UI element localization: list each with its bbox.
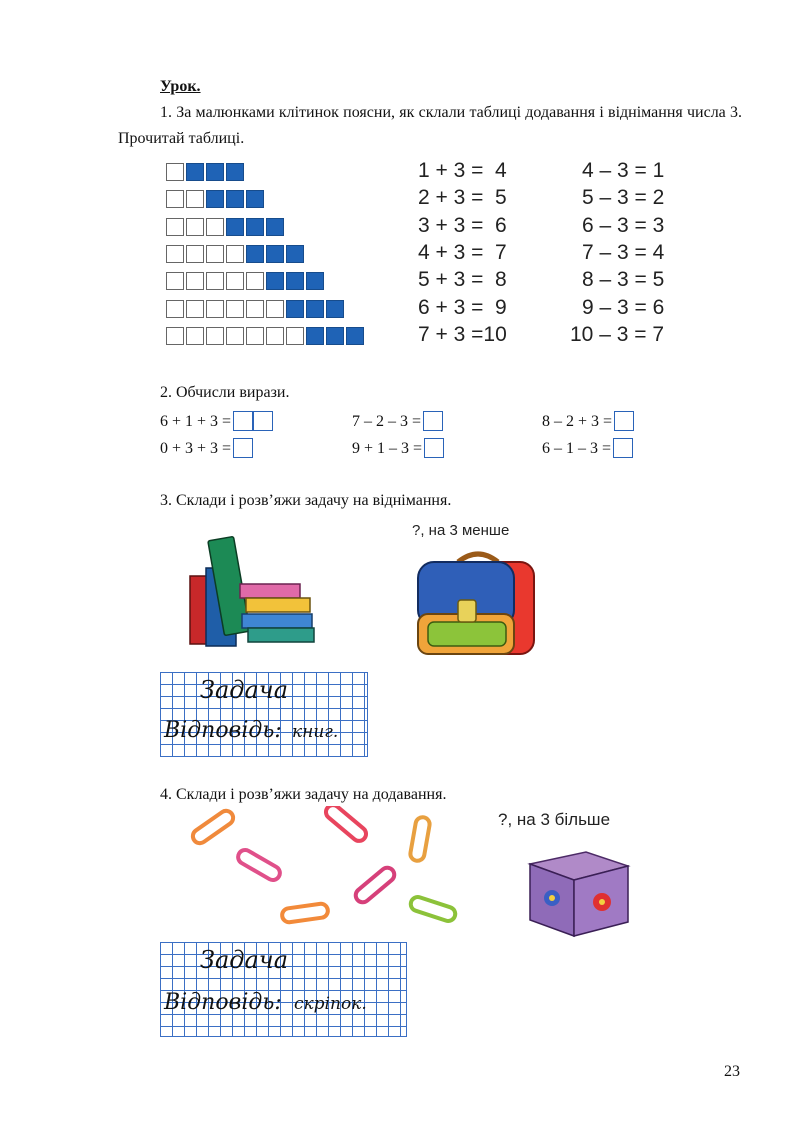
cell-row (166, 218, 286, 238)
paperclip-orange-2 (281, 903, 329, 923)
paperclip-pink (236, 847, 283, 882)
cell-filled (346, 327, 364, 345)
cell-empty (166, 327, 184, 345)
expression-text: 9 + 1 – 3 = (352, 440, 423, 457)
cell-filled (326, 327, 344, 345)
expression-text: 0 + 3 + 3 = (160, 440, 232, 457)
subtraction-equation: 7 – 3 = 4 (582, 240, 665, 264)
expression (352, 438, 444, 458)
cell-filled (246, 218, 264, 236)
subtraction-equation: 5 – 3 = 2 (582, 186, 665, 210)
cell-filled (306, 327, 324, 345)
addition-equation: 3 + 3 = 6 (418, 213, 507, 237)
cell-filled (266, 218, 284, 236)
subtraction-equation: 10 – 3 = 7 (570, 322, 664, 346)
cell-empty (166, 300, 184, 318)
lesson-title: Урок. (160, 78, 201, 95)
expression (542, 411, 634, 431)
expression-text: 8 – 2 + 3 = (542, 413, 613, 430)
cell-row (166, 245, 306, 265)
paperclip-orange (190, 808, 236, 846)
cell-filled (226, 190, 244, 208)
cell-empty (266, 300, 284, 318)
cell-filled (286, 245, 304, 263)
cell-empty (166, 272, 184, 290)
expression (160, 438, 253, 458)
cell-empty (186, 190, 204, 208)
bag-clasp (458, 600, 476, 622)
schoolbag-illustration (414, 548, 542, 660)
addition-equation: 7 + 3 =10 (418, 322, 507, 346)
cell-empty (186, 272, 204, 290)
answer-box[interactable] (423, 411, 443, 431)
cell-empty (226, 327, 244, 345)
subtraction-equation: 8 – 3 = 5 (582, 268, 665, 292)
cell-empty (226, 272, 244, 290)
answer-box[interactable] (613, 438, 633, 458)
expression-text: 6 + 1 + 3 = (160, 413, 232, 430)
cell-row (166, 190, 266, 210)
cell-empty (226, 300, 244, 318)
paperclip-magenta (353, 865, 397, 905)
hw-task4-answer: Відповідь: (164, 990, 282, 1015)
answer-box[interactable] (614, 411, 634, 431)
cell-filled (246, 245, 264, 263)
cell-row (166, 327, 366, 347)
addition-equation: 1 + 3 = 4 (418, 159, 507, 182)
cell-empty (226, 245, 244, 263)
paperclip-green (409, 895, 457, 923)
cell-filled (226, 218, 244, 236)
cell-empty (206, 218, 224, 236)
cell-filled (306, 300, 324, 318)
bag-pocket (428, 622, 506, 646)
cell-filled (206, 163, 224, 181)
cell-filled (286, 272, 304, 290)
cell-row (166, 272, 326, 292)
cell-filled (206, 190, 224, 208)
expression-text: 7 – 2 – 3 = (352, 413, 422, 430)
cell-empty (186, 218, 204, 236)
task3-hint: ?, на 3 менше (412, 522, 510, 539)
answer-box[interactable] (253, 411, 273, 431)
paperclips-illustration (176, 806, 476, 934)
expression (160, 411, 273, 431)
cell-empty (166, 218, 184, 236)
expression (542, 438, 633, 458)
addition-equation: 4 + 3 = 7 (418, 240, 507, 264)
expression (352, 411, 443, 431)
answer-box[interactable] (233, 438, 253, 458)
cell-filled (266, 245, 284, 263)
cell-empty (286, 327, 304, 345)
answer-box[interactable] (424, 438, 444, 458)
task4-heading: 4. Склади і розв’яжи задачу на додавання. (160, 786, 447, 803)
task1-text: 1. За малюнками клітинок поясни, як склали таблиці додавання і віднімання числа 3. Прочитай таблиці. (118, 104, 742, 147)
cell-empty (166, 163, 184, 181)
cell-empty (246, 272, 264, 290)
cell-filled (306, 272, 324, 290)
addition-equation: 2 + 3 = 5 (418, 186, 507, 210)
hw-task3-answer: Відповідь: (164, 718, 282, 743)
cell-empty (166, 190, 184, 208)
addition-equation: 6 + 3 = 9 (418, 295, 507, 319)
book-yellow (246, 598, 310, 612)
cell-empty (206, 327, 224, 345)
cell-empty (206, 272, 224, 290)
cell-empty (166, 245, 184, 263)
task2-heading: 2. Обчисли вирази. (160, 384, 290, 401)
cell-empty (206, 245, 224, 263)
cell-filled (326, 300, 344, 318)
book-lightblue (242, 614, 312, 628)
cell-empty (186, 327, 204, 345)
hw-task4-title: Задача (200, 946, 289, 974)
expression-text: 6 – 1 – 3 = (542, 440, 612, 457)
hw-task3-unit: книг. (292, 722, 339, 742)
cell-empty (186, 300, 204, 318)
cell-empty (206, 300, 224, 318)
cell-filled (266, 272, 284, 290)
cell-filled (286, 300, 304, 318)
cell-filled (186, 163, 204, 181)
books-illustration (186, 530, 336, 650)
cell-empty (186, 245, 204, 263)
book-teal (248, 628, 314, 642)
subtraction-equation: 9 – 3 = 6 (582, 295, 665, 319)
page-number: 23 (724, 1063, 740, 1080)
answer-box[interactable] (233, 411, 253, 431)
box-illustration (524, 838, 634, 940)
subtraction-equation: 4 – 3 = 1 (582, 159, 665, 182)
subtraction-equation: 6 – 3 = 3 (582, 213, 665, 237)
cell-row (166, 300, 346, 320)
task3-heading: 3. Склади і розв’яжи задачу на віднімання. (160, 492, 452, 509)
cell-filled (246, 190, 264, 208)
paperclip-red (323, 806, 369, 844)
cell-empty (266, 327, 284, 345)
cell-empty (246, 327, 264, 345)
task4-hint: ?, на 3 більше (498, 810, 611, 829)
paperclip-amber (409, 816, 430, 862)
addition-equation: 5 + 3 = 8 (418, 268, 507, 292)
cell-row (166, 163, 246, 183)
cell-empty (246, 300, 264, 318)
hw-task3-title: Задача (200, 676, 289, 704)
book-pink (240, 584, 300, 598)
cell-filled (226, 163, 244, 181)
hw-task4-unit: скріпок. (294, 994, 367, 1014)
